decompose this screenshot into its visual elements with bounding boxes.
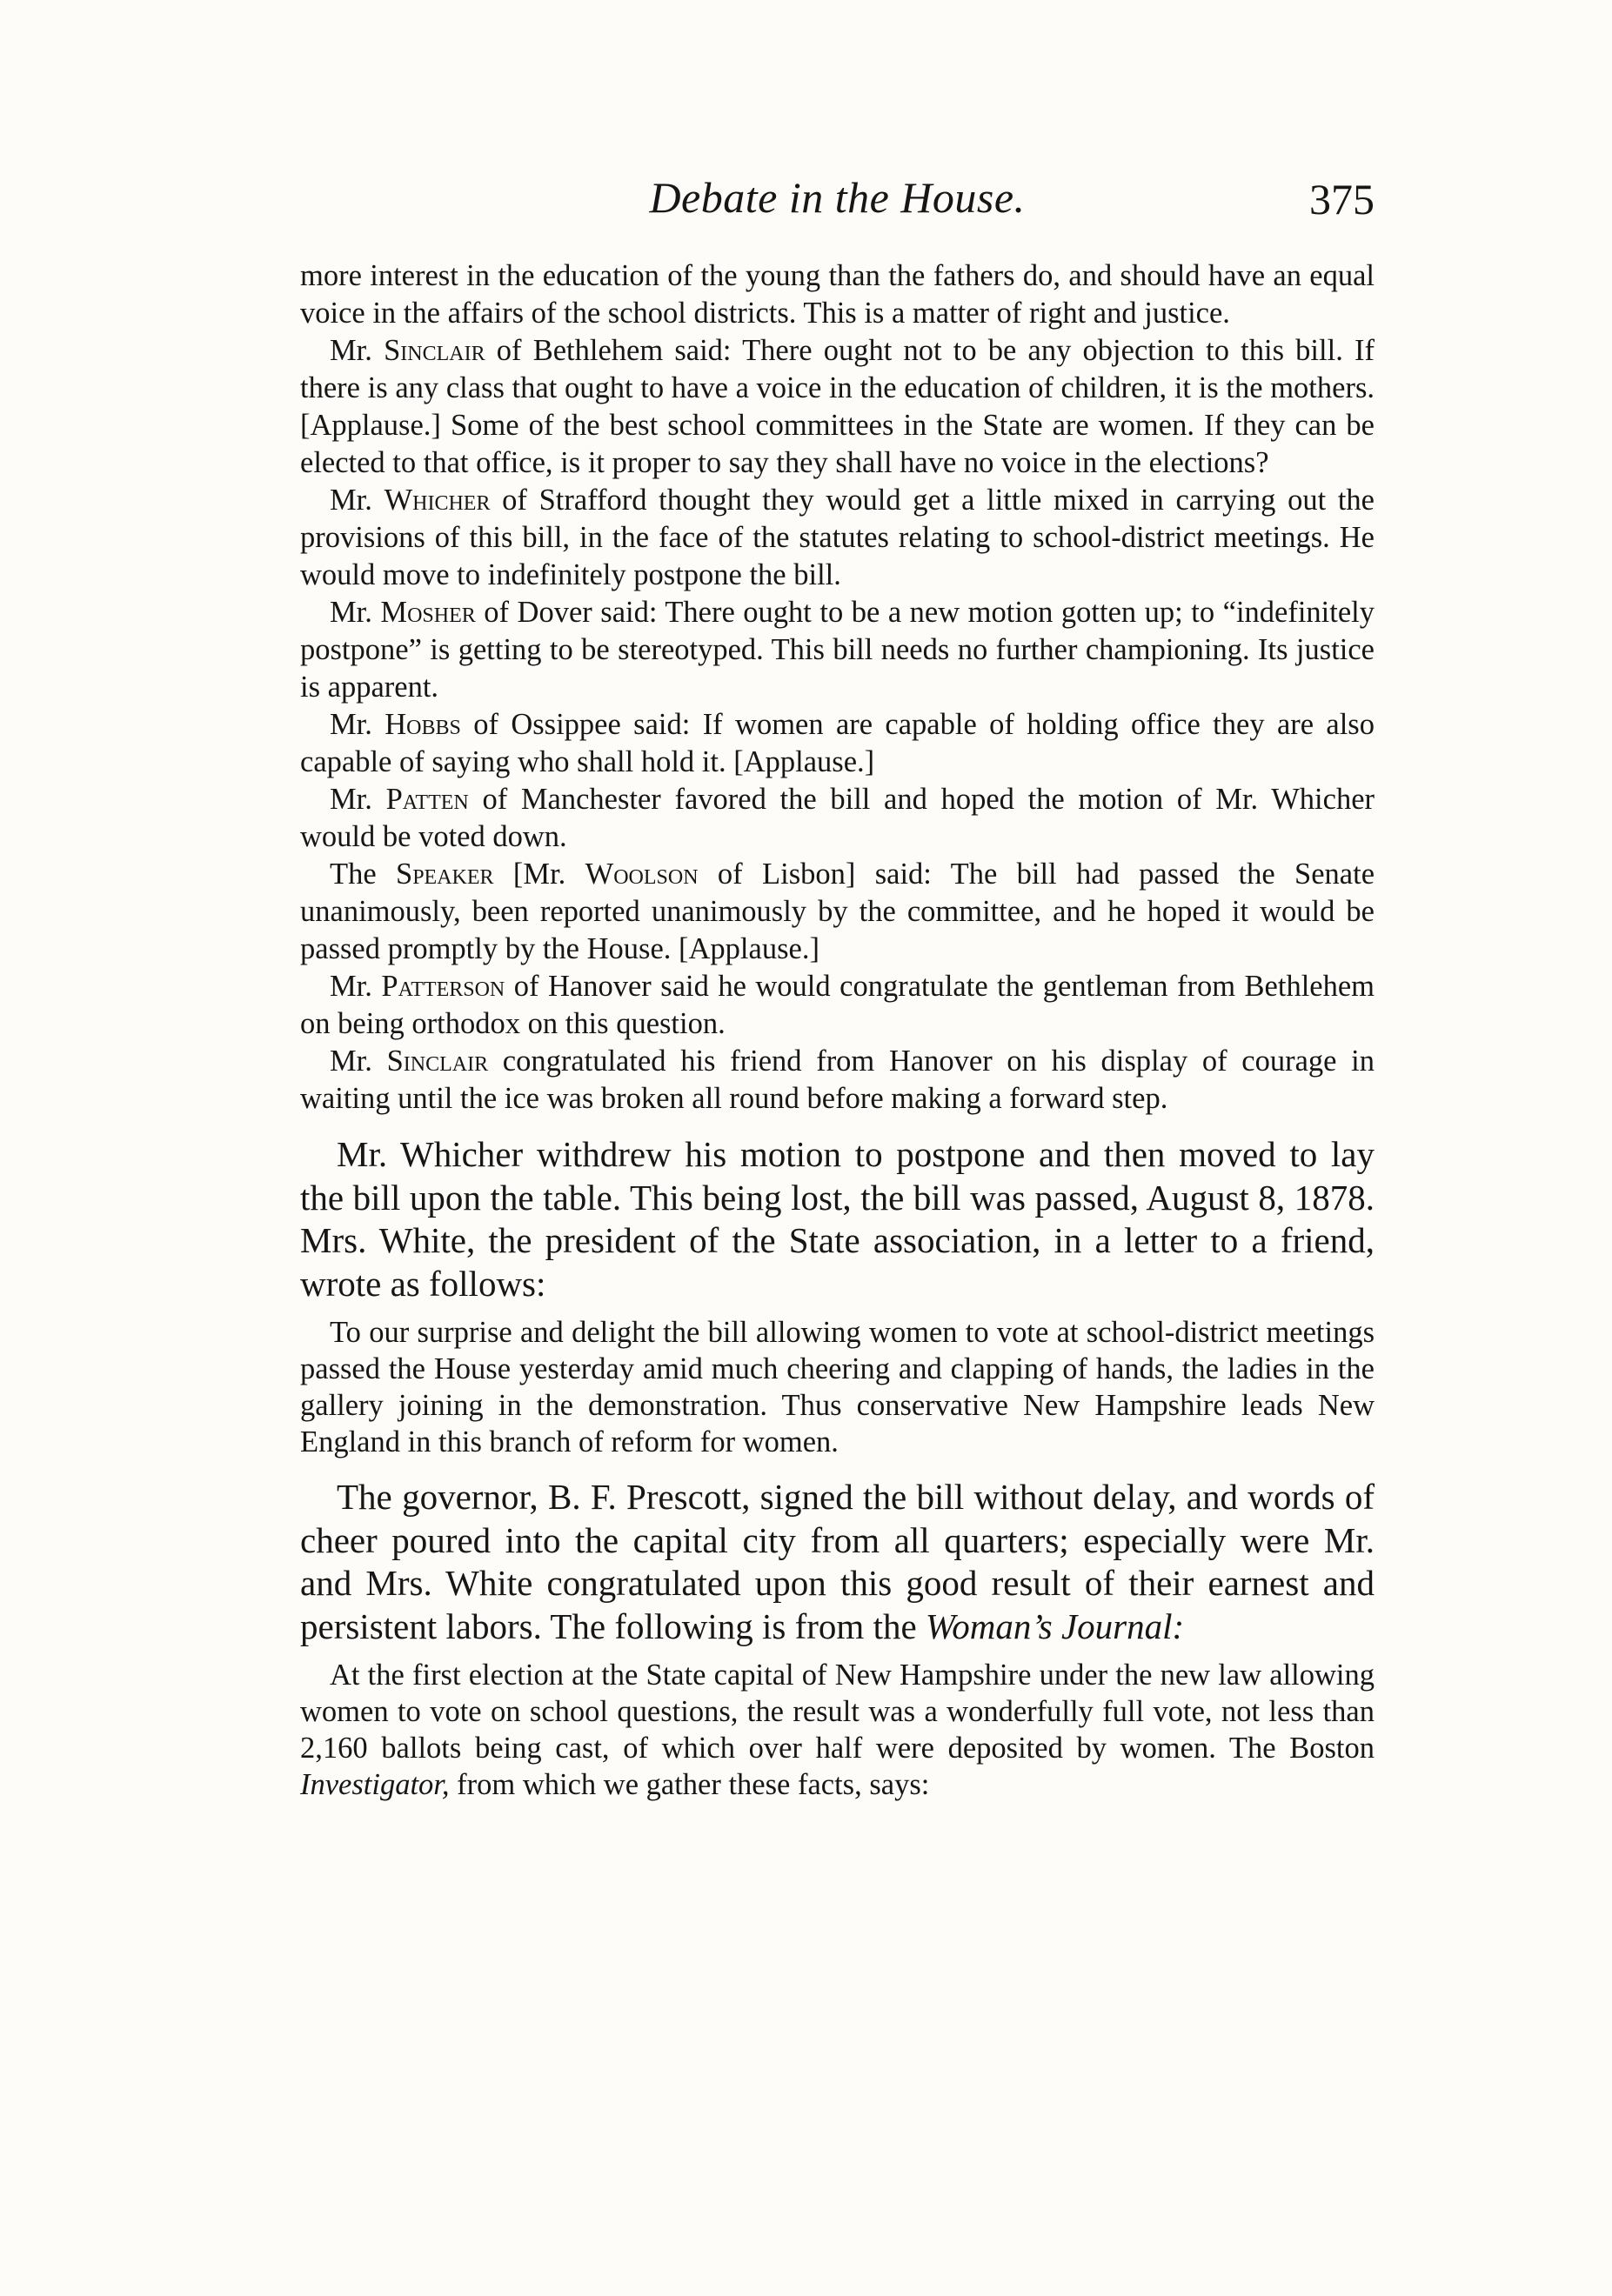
speech-text: of Dover said: There ought to be a new motion gotten up; to “indefinitely postpone” is getting to be stereotyped. This bill needs no further championing. Its justice is apparent.: [300, 596, 1375, 704]
speech-speaker: [300, 856, 1375, 968]
speaker-name: Mosher: [380, 596, 476, 629]
speech-text: of Ossippee said: If women are capable of holding office they are also capable of saying who shall hold it. [Applause.]: [300, 708, 1375, 778]
speaker-name: Sinclair: [384, 334, 485, 367]
quoted-journal: [300, 1657, 1375, 1803]
page-number: 375: [1309, 175, 1375, 224]
speech-text: congratulated his friend from Hanover on his display of courage in waiting until the ice was broken all round before making a forward step.: [300, 1045, 1375, 1115]
quote-text-end: from which we gather these facts, says:: [449, 1768, 930, 1801]
speech-patterson: [300, 968, 1375, 1043]
speech-prefix: Mr.: [330, 596, 381, 629]
speech-prefix: Mr.: [330, 334, 385, 367]
narrative-paragraph-1: Mr. Whicher withdrew his motion to postpone and then moved to lay the bill upon the table. This being lost, the bill was passed, August 8, 1878. Mrs. White, the president of the State association, in a letter to a friend, wrote as follows:: [300, 1134, 1375, 1304]
page-body: [300, 257, 1375, 1819]
speech-text: of Bethlehem said: There ought not to be any objection to this bill. If there is any class that ought to have a voice in the education of children, it is the mothers. [Applause.] Some of the best school committees in the State are women. If they can be elected to that office, is it proper to say they shall have no voice in the elections?: [300, 334, 1375, 479]
newspaper-title: Investigator,: [300, 1768, 450, 1801]
speech-prefix: The: [330, 858, 397, 891]
speech-text: of Strafford thought they would get a little mixed in carrying out the provisions of this bill, in the face of the statutes relating to school-district meetings. He would move to indefinitely postpone the bill.: [300, 484, 1375, 591]
speaker-name: Patten: [385, 783, 469, 816]
speech-prefix: Mr.: [330, 708, 385, 741]
speaker-name: Speaker: [396, 858, 494, 891]
speech-text: of Hanover said he would congratulate the gentleman from Bethlehem on being orthodox on this question.: [300, 970, 1375, 1040]
narrative-text: The governor, B. F. Prescott, signed the bill without delay, and words of cheer poured into the capital city from all quarters; especially were Mr. and Mrs. White congratulated upon this good result of their earnest and persistent labors. The following is from the: [300, 1477, 1375, 1646]
running-title: Debate in the House.: [649, 173, 1026, 222]
speech-text: of Manchester favored the bill and hoped the motion of Mr. Whicher would be voted down.: [300, 783, 1375, 853]
speech-prefix: Mr.: [330, 783, 386, 816]
speech-text: of Lisbon] said: The bill had passed the Senate unanimously, been reported unanimously by the committee, and he hoped it would be passed promptly by the House. [Applause.]: [300, 858, 1375, 965]
speech-whicher: [300, 482, 1375, 594]
speaker-name: Sinclair: [386, 1045, 489, 1078]
speech-sinclair-2: [300, 1043, 1375, 1118]
speech-sinclair: [300, 332, 1375, 482]
paragraph-text: more interest in the education of the young than the fathers do, and should have an equal voice in the affairs of the school districts. This is a matter of right and justice.: [300, 259, 1375, 330]
speaker-name-second: Woolson: [585, 858, 699, 891]
page-header: [300, 172, 1375, 233]
paragraph-continuation: [300, 257, 1375, 332]
narrative-paragraph-2: [300, 1476, 1375, 1648]
speech-mid: [Mr.: [493, 858, 585, 891]
speech-hobbs: [300, 706, 1375, 781]
quote-text: At the first election at the State capital of New Hampshire under the new law allowing women to vote on school questions, the result was a wonderfully full vote, not less than 2,160 ballots being cast, of which over half were deposited by women. The Boston: [300, 1659, 1375, 1765]
speech-prefix: Mr.: [330, 1045, 387, 1078]
speech-prefix: Mr.: [330, 484, 385, 517]
speaker-name: Hobbs: [385, 708, 461, 741]
speech-patten: [300, 781, 1375, 856]
quoted-letter: To our surprise and delight the bill allowing women to vote at school-district meetings passed the House yesterday amid much cheering and clapping of hands, the ladies in the gallery joining in the demonstration. Thus conservative New Hampshire leads New England in this branch of reform for women.: [300, 1316, 1375, 1458]
speaker-name: Whicher: [384, 484, 491, 517]
speaker-name: Patterson: [381, 970, 505, 1003]
journal-title: Woman’s Journal:: [925, 1605, 1185, 1646]
speech-prefix: Mr.: [330, 970, 382, 1003]
speech-mosher: [300, 594, 1375, 706]
